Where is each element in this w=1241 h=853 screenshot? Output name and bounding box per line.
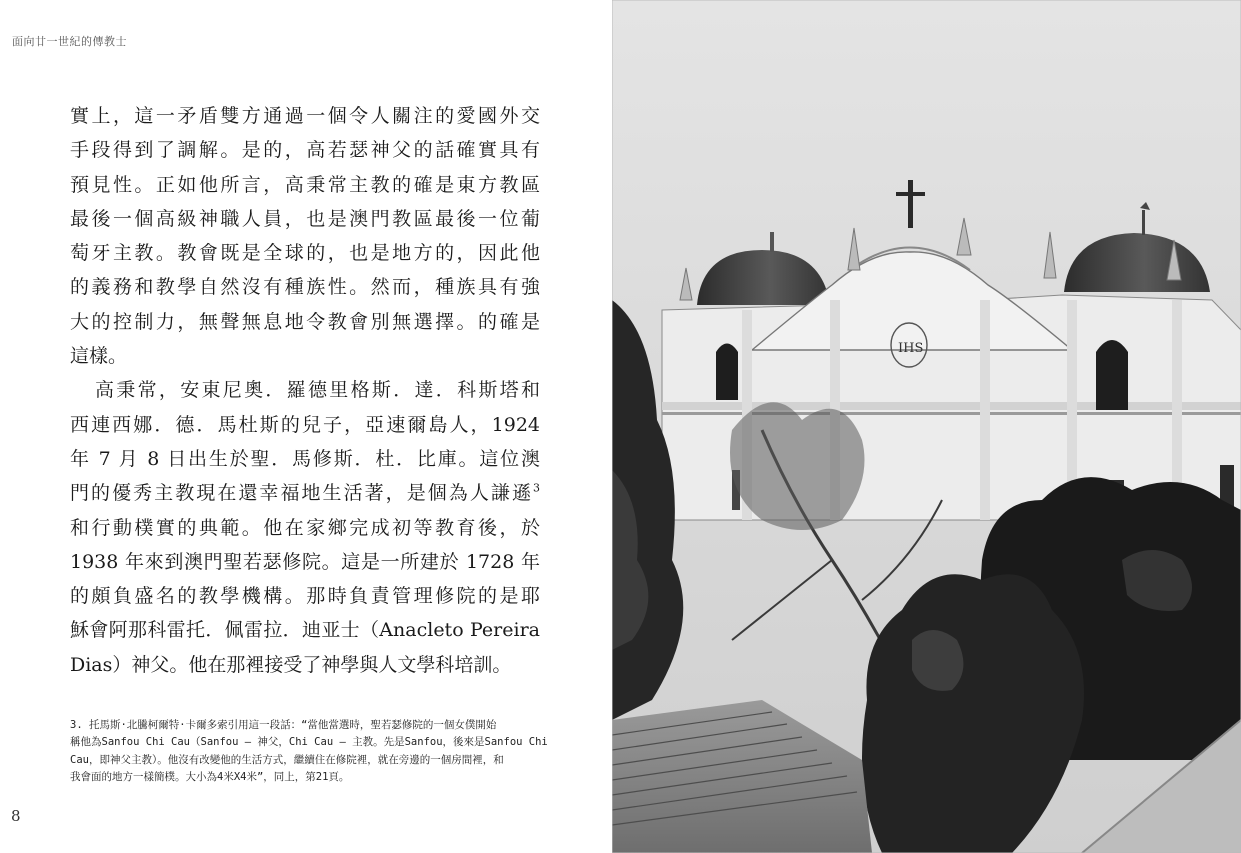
left-page — [0, 0, 612, 853]
footnote — [70, 717, 548, 787]
footnote-line: Cau，即神父主教）。他沒有改變他的生活方式，繼續住在修院裡，就在旁邊的一個房間裡，和 — [70, 753, 504, 766]
body-line: 和行動樸實的典範。他在家鄉完成初等教育後，於 — [70, 516, 540, 539]
page-number: 8 — [11, 807, 21, 825]
body-line: 萄牙主教。教會既是全球的，也是地方的，因此他 — [70, 242, 540, 265]
body-line: 的頗負盛名的教學機構。那時負責管理修院的是耶 — [70, 585, 540, 608]
body-line-with-footnote — [70, 476, 540, 510]
body-line: 手段得到了調解。是的，高若瑟神父的話確實具有 — [70, 139, 540, 162]
body-line: 高秉常，安東尼奧．羅德里格斯．達．科斯塔和 — [95, 379, 540, 402]
body-line: 西連西娜．德．馬杜斯的兒子，亞速爾島人，1924 — [70, 413, 540, 436]
footnote-line: 我會面的地方一樣簡樸。大小為4米X4米”，同上，第21頁。 — [70, 771, 350, 784]
running-header: 面向廿一世紀的傳教士 — [12, 35, 127, 48]
body-line: 實上，這一矛盾雙方通過一個令人關注的愛國外交 — [70, 105, 540, 127]
footnote-line: 3. 托馬斯·北騰柯爾特·卡爾多索引用這一段話：“當他當選時，聖若瑟修院的一個女僕開始 — [70, 719, 497, 731]
body-line: 穌會阿那科雷托．佩雷拉．迪亚士（Anacleto Pereira — [70, 619, 540, 642]
footnote-line: 稱他為Sanfou Chi Cau（Sanfou – 神父，Chi Cau – 主教。先是Sanfou，後來是Sanfou Chi — [70, 736, 548, 749]
body-line: 預見性。正如他所言，高秉常主教的確是東方教區 — [70, 173, 540, 196]
body-text — [70, 99, 540, 682]
body-line-text: 門的優秀主教現在還幸福地生活著，是個為人謙遜 — [70, 482, 533, 505]
body-line: 這樣。 — [70, 345, 128, 368]
body-line: 的義務和教學自然沒有種族性。然而，種族具有強 — [70, 276, 540, 299]
svg-text:IHS: IHS — [898, 341, 924, 356]
body-line: 最後一個高級神職人員，也是澳門教區最後一位葡 — [70, 207, 540, 230]
church-facade-photo — [612, 0, 1241, 853]
footnote-reference[interactable]: 3 — [533, 481, 540, 495]
body-line: 1938 年來到澳門聖若瑟修院。這是一所建於 1728 年 — [70, 550, 540, 573]
body-line: Dias）神父。他在那裡接受了神學與人文學科培訓。 — [70, 653, 512, 676]
body-line: 大的控制力，無聲無息地令教會別無選擇。的確是 — [70, 310, 540, 333]
body-line: 年 7 月 8 日出生於聖．馬修斯．杜．比庫。這位澳 — [70, 447, 540, 470]
